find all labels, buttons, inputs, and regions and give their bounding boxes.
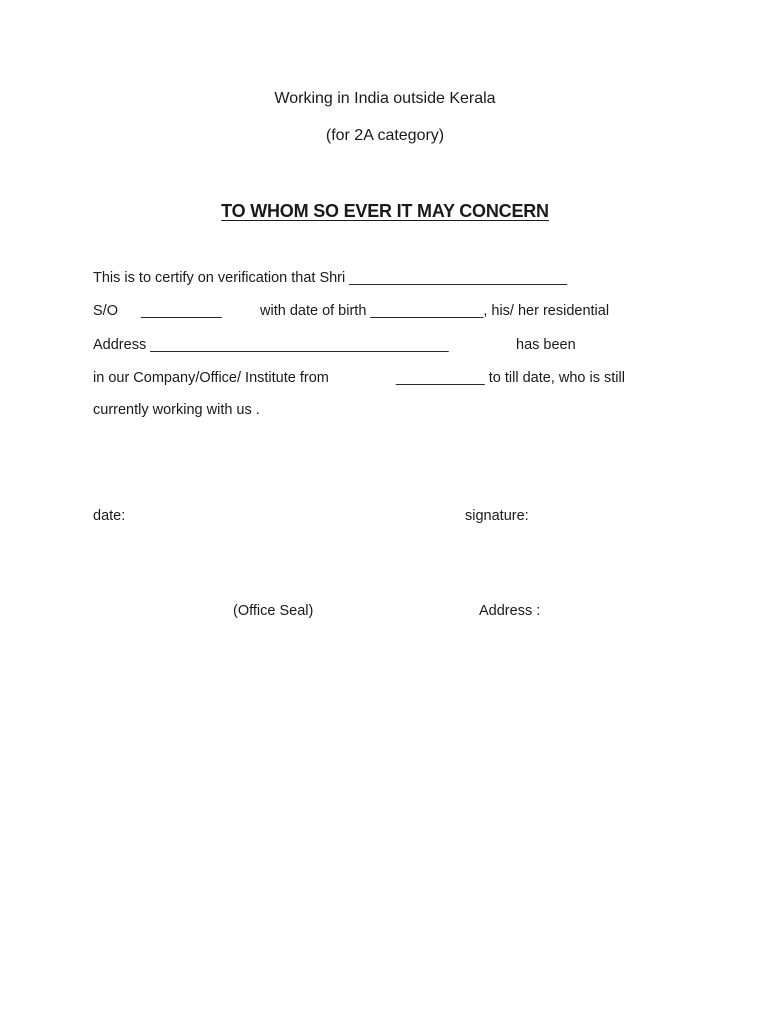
office-seal-label: (Office Seal) xyxy=(233,603,314,619)
body-line-3-has-been: has been xyxy=(516,337,576,353)
heading-line-2: (for 2A category) xyxy=(325,127,445,144)
signature-label: signature: xyxy=(465,508,529,524)
date-label: date: xyxy=(93,508,126,524)
address-label: Address : xyxy=(479,603,541,619)
body-line-5: currently working with us . xyxy=(93,402,260,418)
body-line-3-address: Address _____________________________________ xyxy=(93,337,449,353)
body-line-1: This is to certify on verification that Shri ___________________________ xyxy=(93,270,567,286)
body-line-2-so-blank: __________ xyxy=(141,303,222,319)
body-line-4-company: in our Company/Office/ Institute from xyxy=(93,370,329,386)
body-line-4-from: ___________ to till date, who is still xyxy=(396,370,625,386)
body-line-2-so-label: S/O xyxy=(93,303,118,319)
document-title: TO WHOM SO EVER IT MAY CONCERN xyxy=(221,201,549,221)
heading-line-1: Working in India outside Kerala xyxy=(274,90,496,107)
body-line-2-dob: with date of birth ______________, his/ her residential xyxy=(260,303,610,319)
